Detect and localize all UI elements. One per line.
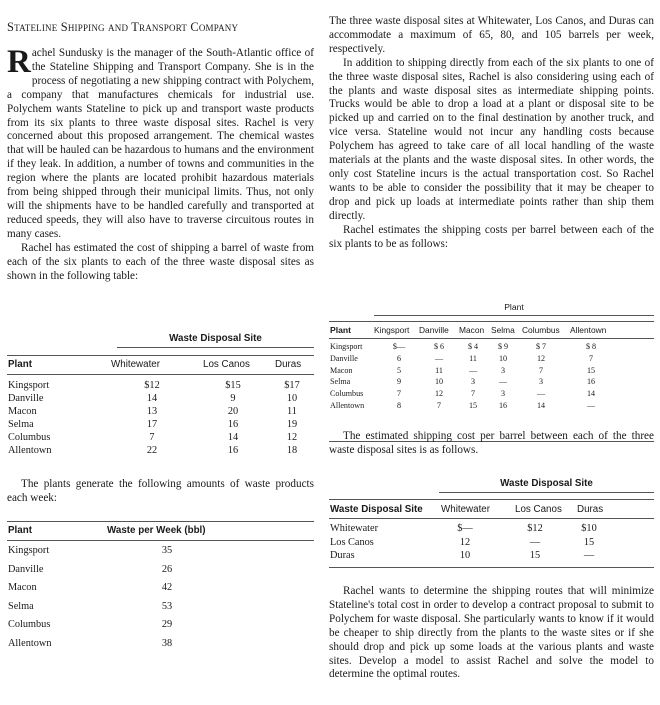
table3-row-plant: Columbus — [330, 389, 364, 399]
table2-waste-header: Waste per Week (bbl) — [107, 525, 206, 536]
capacity-text — [329, 15, 654, 251]
table4-cell: — — [583, 550, 595, 561]
table2-plant-header: Plant — [8, 525, 32, 536]
table1-cell: 9 — [230, 393, 236, 404]
table3-cell: 7 — [396, 389, 402, 399]
table1-row-plant: Columbus — [8, 432, 51, 443]
table-row — [7, 431, 314, 444]
section-title: Stateline Shipping and Transport Company — [7, 20, 239, 34]
drop-cap: R — [7, 44, 31, 80]
table3-cell: 7 — [538, 365, 544, 375]
table3-cell: 10 — [434, 377, 444, 387]
paragraph-intro-text: achel Sundusky is the manager of the South-Atlantic office of the Stateline Shipping and Transport Company. She is in the process of negotiating a new shipping contract with Polychem, a company that manufactures chemicals for industrial use. Polychem wants Stateline to pick up and transport waste products from its six plants to three waste disposal sites. Rachel is very concerned about this proposed arrangement. The chemical wastes that will be hauled can be hazardous to humans and the environment if they leak. In addition, a number of towns and communities in the region where the plants are located prohibit hazardous materials from being shipped through their municipal limits. Thus, not only will the shipments have to be handled carefully and transported at reduced speeds, they will also have to traverse circuitous routes in many cases. — [7, 47, 314, 240]
table-row — [7, 405, 314, 418]
table3-cell: $— — [392, 342, 406, 351]
table3-row-plant: Macon — [330, 365, 353, 375]
table1-plant-header: Plant — [8, 359, 32, 370]
table3-cell: 15 — [586, 365, 596, 375]
table-row — [329, 388, 654, 400]
table3-cell: 11 — [469, 353, 477, 363]
table2-row-plant: Danville — [8, 563, 44, 575]
table3-cell: 7 — [470, 389, 476, 399]
table4-row-site: Duras — [330, 550, 355, 561]
table4-cell: $12 — [527, 523, 543, 534]
table2-row-value: 42 — [161, 582, 173, 593]
table3-cell: $ 7 — [535, 342, 547, 351]
table-row — [329, 536, 654, 550]
intro-text — [7, 44, 314, 283]
table4-cell: 15 — [529, 550, 541, 561]
table3-cell: 3 — [470, 377, 476, 387]
table4-header-row — [329, 499, 654, 519]
table1-cell: 14 — [227, 432, 239, 443]
table4-row-site: Whitewater — [330, 523, 379, 534]
table3-row-plant: Allentown — [330, 400, 365, 410]
table2-row-plant: Kingsport — [8, 545, 50, 556]
table3-cell: 16 — [498, 400, 508, 410]
table-row — [329, 400, 654, 412]
table2-row-value: 38 — [161, 637, 173, 649]
table3-col-danville: Danville — [419, 325, 449, 335]
paragraph-site-costs: The estimated shipping cost per barrel between each of the three waste disposal sites is as follows. — [329, 430, 654, 456]
table3-cell: 10 — [498, 353, 508, 363]
paragraph-conclusion: Rachel wants to determine the shipping routes that will minimize Stateline's total cost in order to develop a contract proposal to submit to Polychem for waste disposal. She particularly wants to know if it would be cheaper to ship directly from the plants to the waste sites or if she should drop and pick up some loads at the various plants and waste sites. Develop a model to assist Rachel and solve the model to determine the optimal routes. — [329, 585, 654, 681]
table2-row-plant: Allentown — [8, 637, 52, 649]
table3-col-kingsport: Kingsport — [374, 325, 410, 335]
table3-cell: 12 — [536, 353, 546, 363]
table1-cell: 18 — [286, 445, 298, 456]
table1-col-duras: Duras — [275, 359, 302, 370]
table3-cell: 5 — [396, 365, 402, 375]
paragraph-capacity: The three waste disposal sites at Whitewater, Los Canos, and Duras can accommodate a maximum of 65, 80, and 105 barrels per week, respectively. — [329, 15, 654, 55]
table3-col-allentown: Allentown — [570, 325, 607, 335]
table-row — [7, 392, 314, 405]
paragraph-waste: The plants generate the following amounts of waste products each week: — [7, 478, 314, 504]
table3-cell: $ 8 — [585, 342, 597, 351]
table1-col-los-canos: Los Canos — [203, 359, 250, 370]
conclusion-text — [329, 585, 654, 682]
table3-cell: 11 — [435, 365, 443, 375]
waste-generation-text — [7, 478, 314, 506]
paragraph-cost-intro: Rachel has estimated the cost of shipping a barrel of waste from each of the six plants to each of the three waste disposal sites as shown in the following table: — [7, 241, 314, 282]
table1-row-plant: Danville — [8, 393, 44, 404]
table1-cell: 14 — [146, 393, 158, 404]
table1-row-plant: Selma — [8, 419, 34, 430]
table-row — [329, 549, 654, 563]
table3-cell: 3 — [500, 365, 506, 375]
table3-cell: 3 — [500, 389, 506, 399]
table-row — [7, 636, 314, 655]
table3-cell: — — [498, 377, 508, 387]
table2-header-row — [7, 521, 314, 541]
paragraph-intro — [7, 44, 314, 242]
table1-col-whitewater: Whitewater — [111, 359, 160, 370]
table3-col-macon: Macon — [459, 325, 485, 335]
table1-cell: 19 — [286, 419, 298, 430]
table4-body — [329, 522, 654, 568]
table3-cell: 14 — [586, 389, 596, 399]
table4-cell: $10 — [581, 523, 597, 534]
table3-row-plant: Danville — [330, 353, 358, 363]
table3-row-plant: Selma — [330, 377, 351, 387]
table1-cell: 22 — [146, 445, 158, 456]
table-row — [7, 418, 314, 431]
table1-row-plant: Macon — [8, 406, 37, 417]
table1-cell: $12 — [144, 380, 160, 391]
table4-cell: — — [529, 536, 541, 548]
table4-cell: 12 — [459, 536, 471, 548]
table4-col-los-canos: Los Canos — [515, 504, 562, 515]
table2-row-value: 26 — [161, 563, 173, 575]
table1-row-plant: Kingsport — [8, 380, 50, 391]
table3-cell: — — [468, 365, 478, 375]
table3-cell: — — [586, 400, 596, 410]
table3-header-row — [329, 321, 654, 339]
table1-cell: 12 — [286, 432, 298, 443]
table1-cell: 20 — [227, 406, 239, 417]
table-row — [329, 522, 654, 536]
table3-cell: 3 — [538, 377, 544, 387]
table-row — [329, 365, 654, 377]
table3-cell: 7 — [588, 353, 594, 363]
table1-header-row — [7, 355, 314, 375]
table1-cell: 13 — [146, 406, 158, 417]
table-row — [7, 599, 314, 618]
paragraph-intermediate: In addition to shipping directly from each of the six plants to one of the three waste disposal sites, Rachel is also considering using each of the plants and waste disposal sites as intermediate shipping points. Trucks would be able to drop a load at a plant or disposal site to be picked up and carried on to the final destination by another truck, and vice versa. Stateline would not incur any handling costs because Polychem has agreed to take care of all local handling of the waste materials at the plants and the waste disposal sites. In other words, the only cost Stateline incurs is the actual transportation cost. So Rachel wants to be able to consider the possibility that it may be cheaper to drop and pick up loads at intermediate points rather than ship them directly. — [329, 56, 654, 222]
table3-cell: 16 — [586, 377, 596, 387]
table1-cell: $15 — [225, 380, 241, 391]
table2-row-value: 35 — [161, 545, 173, 556]
table1-cell: 17 — [146, 419, 158, 430]
table4-group-header: Waste Disposal Site — [439, 478, 654, 493]
table2-row-value: 29 — [161, 619, 173, 630]
table3-cell: 9 — [396, 377, 402, 387]
table1-body — [7, 379, 314, 457]
table1-cell: 16 — [227, 419, 239, 430]
table1-row-plant: Allentown — [8, 445, 52, 456]
table4-cell: 10 — [459, 550, 471, 561]
table3-cell: $ 9 — [497, 342, 509, 351]
table4-cell: 15 — [583, 536, 595, 548]
table3-body — [329, 341, 654, 442]
table3-cell: 8 — [396, 400, 402, 410]
table4-site-header: Waste Disposal Site — [330, 504, 423, 515]
table-row — [329, 376, 654, 388]
table4-cell: $— — [457, 523, 473, 534]
table3-cell: — — [536, 389, 546, 399]
table-row — [7, 444, 314, 457]
table-row — [7, 562, 314, 581]
table3-row-plant: Kingsport — [330, 342, 363, 351]
table3-cell: — — [434, 353, 444, 363]
table3-col-columbus: Columbus — [522, 325, 560, 335]
table-row — [329, 353, 654, 365]
table-row — [7, 543, 314, 562]
table3-plant-header: Plant — [330, 325, 352, 335]
table3-cell: 6 — [396, 353, 402, 363]
site-costs-text — [329, 430, 654, 458]
table2-row-plant: Selma — [8, 600, 34, 612]
table-row — [7, 617, 314, 636]
table2-row-value: 53 — [161, 600, 173, 612]
table-row — [7, 580, 314, 599]
table3-cell: $ 4 — [467, 342, 479, 351]
table3-group-header: Plant — [374, 302, 654, 316]
table1-cell: 16 — [227, 445, 239, 456]
table4-col-duras: Duras — [577, 504, 604, 515]
table1-group-header: Waste Disposal Site — [117, 333, 314, 348]
table3-cell: 14 — [536, 400, 546, 410]
table3-cell: 15 — [468, 400, 478, 410]
table-row — [7, 379, 314, 392]
table3-cell: $ 6 — [433, 342, 445, 351]
paragraph-plant-costs-intro: Rachel estimates the shipping costs per barrel between each of the six plants to be as follows: — [329, 223, 654, 250]
waste-per-week-table — [7, 543, 314, 654]
table3-col-selma: Selma — [491, 325, 515, 335]
table3-cell: 7 — [436, 400, 442, 410]
table3-cell: 12 — [434, 389, 444, 399]
table-row — [329, 341, 654, 353]
table2-row-plant: Columbus — [8, 619, 51, 630]
table1-cell: 7 — [149, 432, 155, 443]
table4-col-whitewater: Whitewater — [441, 504, 490, 515]
table1-cell: $17 — [284, 380, 300, 391]
table4-row-site: Los Canos — [330, 536, 374, 548]
table1-cell: 10 — [286, 393, 298, 404]
table2-row-plant: Macon — [8, 582, 37, 593]
table1-cell: 11 — [287, 406, 297, 417]
